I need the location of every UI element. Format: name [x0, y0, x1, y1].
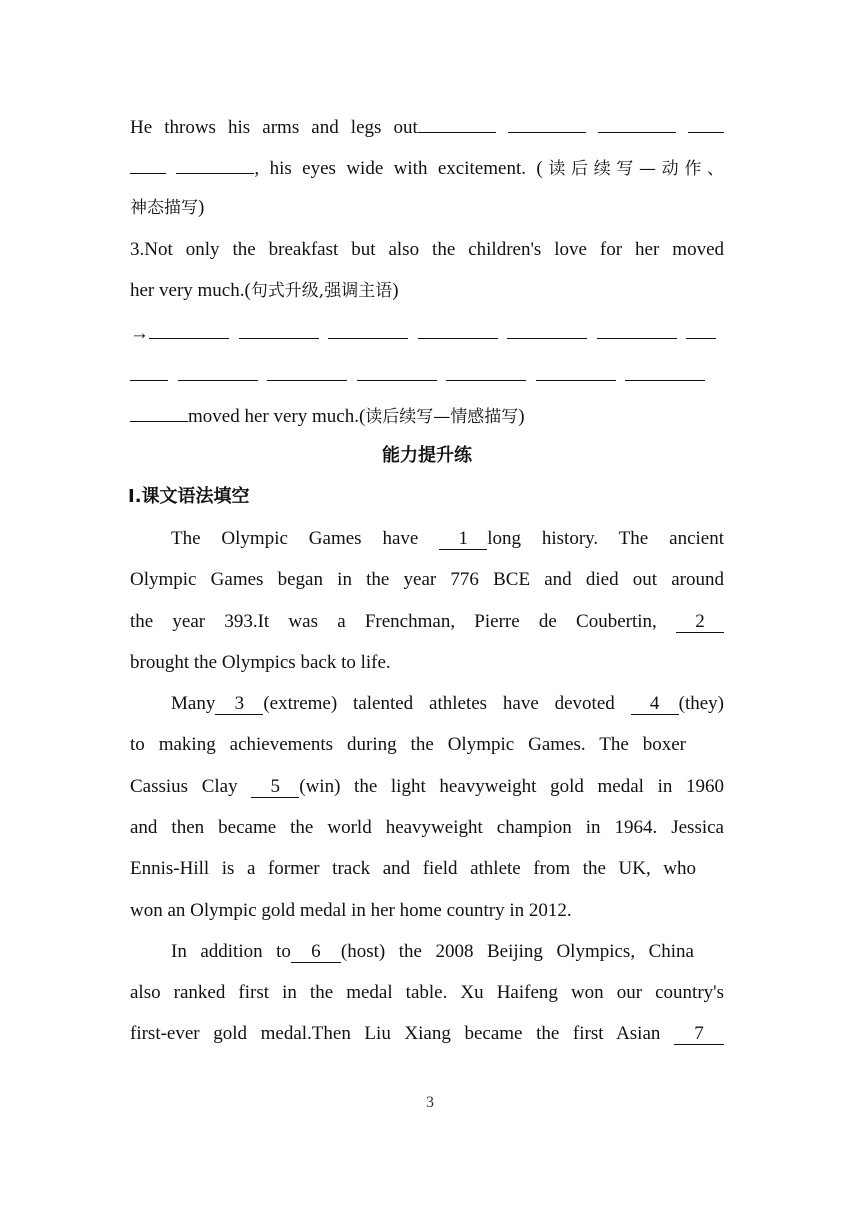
passage-line: Many 3 (extreme) talented athletes have devoted 4 (they)	[171, 693, 724, 714]
blank-number[interactable]: 7	[674, 1024, 724, 1045]
passage-line: brought the Olympics back to life.	[130, 652, 391, 673]
answer-blank[interactable]	[536, 362, 616, 381]
blank-number[interactable]: 4	[631, 694, 679, 715]
passage-line: Cassius Clay 5 (win) the light heavyweight gold medal in 1960	[130, 776, 725, 797]
exercise-line: He throws his arms and legs out	[130, 114, 724, 138]
answer-blank[interactable]	[598, 114, 676, 133]
page-number: 3	[426, 1094, 434, 1111]
passage-line: The Olympic Games have 1 long history. The ancient	[171, 528, 724, 549]
answer-blank[interactable]	[446, 362, 526, 381]
passage-line: Ennis-Hill is a former track and field athlete from the UK, who	[130, 858, 696, 879]
answer-blank[interactable]	[130, 362, 168, 381]
passage-line: to making achievements during the Olympic Games. The boxer	[130, 734, 686, 755]
blank-number[interactable]: 2	[676, 612, 724, 633]
answer-blank[interactable]	[625, 362, 705, 381]
answer-blank[interactable]	[688, 114, 724, 133]
answer-blank[interactable]	[130, 403, 188, 422]
answer-blank[interactable]	[508, 114, 586, 133]
answer-blank[interactable]	[507, 320, 587, 339]
answer-blank[interactable]	[418, 114, 496, 133]
blank-number[interactable]: 5	[251, 777, 299, 798]
answer-blank[interactable]	[328, 320, 408, 339]
answer-blank[interactable]	[130, 155, 166, 174]
blank-number[interactable]: 1	[439, 529, 487, 550]
answer-blank[interactable]	[239, 320, 319, 339]
answer-blank[interactable]	[149, 320, 229, 339]
answer-blank[interactable]	[178, 362, 258, 381]
answer-blank[interactable]	[418, 320, 498, 339]
subsection-title: Ⅰ.课文语法填空	[128, 486, 250, 507]
exercise-line	[130, 320, 724, 344]
blank-number[interactable]: 3	[215, 694, 263, 715]
exercise-line	[130, 362, 724, 386]
exercise-line: 3.Not only the breakfast but also the children's love for her moved	[130, 239, 724, 260]
answer-blank[interactable]	[267, 362, 347, 381]
answer-blank[interactable]	[176, 155, 254, 174]
passage-line: the year 393.It was a Frenchman, Pierre de Coubertin, 2	[130, 610, 724, 634]
passage-line: won an Olympic gold medal in her home country in 2012.	[130, 900, 572, 921]
passage-line: and then became the world heavyweight champion in 1964. Jessica	[130, 817, 724, 838]
section-title: 能力提升练	[382, 445, 472, 466]
passage-line: also ranked first in the medal table. Xu Haifeng won our country's	[130, 982, 724, 1003]
exercise-line: moved her very much.(读后续写—情感描写)	[130, 403, 724, 427]
answer-blank[interactable]	[597, 320, 677, 339]
exercise-line: 神态描写)	[130, 197, 205, 218]
answer-blank[interactable]	[357, 362, 437, 381]
exercise-line: her very much.(句式升级,强调主语)	[130, 280, 399, 301]
arrow-icon: →	[130, 323, 149, 344]
exercise-line: , his eyes wide with excitement. (读后续写—动作、	[130, 155, 724, 179]
passage-line: first-ever gold medal.Then Liu Xiang became the first Asian 7	[130, 1022, 724, 1046]
passage-line: In addition to 6 (host) the 2008 Beijing Olympics, China	[171, 941, 694, 962]
passage-line: Olympic Games began in the year 776 BCE and died out around	[130, 569, 724, 590]
blank-number[interactable]: 6	[291, 942, 341, 963]
answer-blank[interactable]	[686, 320, 716, 339]
